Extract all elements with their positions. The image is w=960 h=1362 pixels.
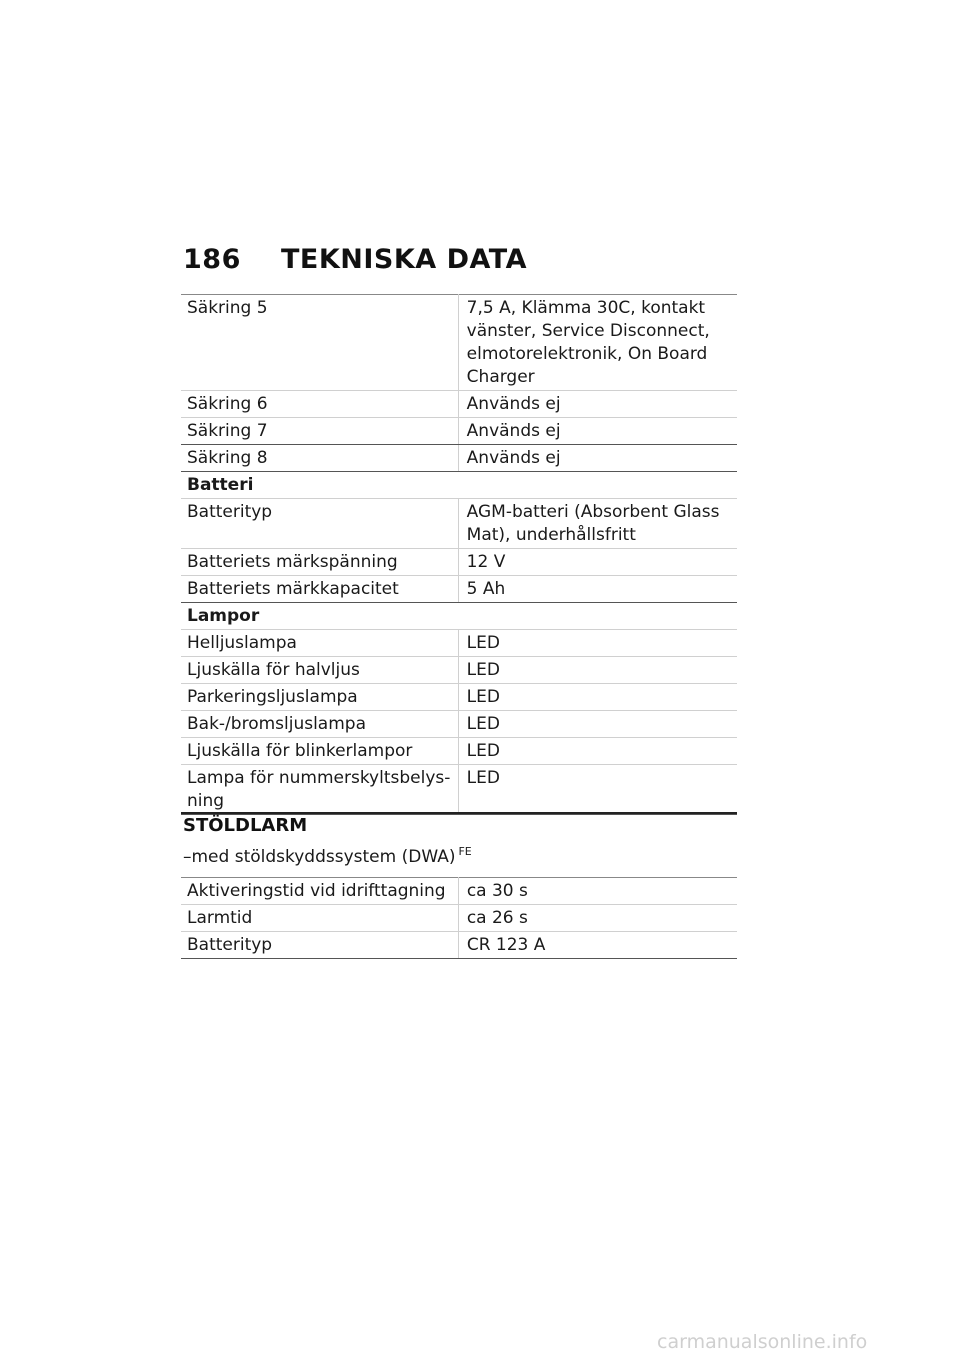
row-label: Ljuskälla för blinkerlampor [181, 738, 458, 765]
row-value: ca 26 s [458, 905, 737, 932]
row-value: Används ej [458, 445, 737, 472]
row-value: LED [458, 657, 737, 684]
row-label: Ljuskälla för halvljus [181, 657, 458, 684]
table-row [181, 418, 737, 445]
table-row [181, 295, 737, 391]
section-heading-row [181, 472, 737, 499]
table-row [181, 391, 737, 418]
row-label: Parkeringsljuslampa [181, 684, 458, 711]
table-row [181, 549, 737, 576]
row-label: Helljuslampa [181, 630, 458, 657]
row-value: LED [458, 738, 737, 765]
row-value: ca 30 s [458, 878, 737, 905]
row-label: Batteriets märkspänning [181, 549, 458, 576]
section-divider [181, 812, 737, 814]
alarm-section-title: STÖLDLARM [183, 815, 308, 836]
row-label: Aktiveringstid vid idrifttagning [181, 878, 458, 905]
table-row [181, 932, 737, 959]
row-value: LED [458, 711, 737, 738]
row-label: Batterityp [181, 932, 458, 959]
row-label: Säkring 8 [181, 445, 458, 472]
battery-heading: Batteri [181, 472, 737, 499]
table-row [181, 905, 737, 932]
table-row [181, 576, 737, 603]
row-label: Larmtid [181, 905, 458, 932]
table-row [181, 684, 737, 711]
table-row [181, 765, 737, 815]
table-row [181, 657, 737, 684]
page-number: 186 [183, 244, 241, 275]
spec-table-main [181, 294, 737, 815]
row-value: Används ej [458, 418, 737, 445]
table-row [181, 878, 737, 905]
row-label: Lampa för nummerskyltsbelys-ning [181, 765, 458, 815]
table-row [181, 445, 737, 472]
row-label: Säkring 6 [181, 391, 458, 418]
row-value: AGM-batteri (Absorbent Glass Mat), underhållsfritt [458, 499, 737, 549]
watermark-text: carmanualsonline.info [657, 1331, 868, 1353]
row-value: 5 Ah [458, 576, 737, 603]
row-value: CR 123 A [458, 932, 737, 959]
alarm-subtitle-text: –med stöldskyddssystem (DWA) [183, 847, 456, 867]
table-row [181, 711, 737, 738]
alarm-section-subtitle [183, 845, 472, 867]
row-value: Används ej [458, 391, 737, 418]
row-value: LED [458, 684, 737, 711]
row-label: Batterityp [181, 499, 458, 549]
row-label: Säkring 7 [181, 418, 458, 445]
row-label: Batteriets märkkapacitet [181, 576, 458, 603]
section-heading-row [181, 603, 737, 630]
row-label: Bak-/bromsljuslampa [181, 711, 458, 738]
row-value: 12 V [458, 549, 737, 576]
page-header [183, 244, 527, 275]
page-title: TEKNISKA DATA [281, 244, 528, 275]
spec-table-alarm [181, 877, 737, 959]
row-label: Säkring 5 [181, 295, 458, 391]
alarm-subtitle-superscript: FE [458, 845, 472, 858]
table-row [181, 630, 737, 657]
lamps-heading: Lampor [181, 603, 737, 630]
table-row [181, 738, 737, 765]
row-value: 7,5 A, Klämma 30C, kontakt vänster, Service Disconnect, elmotorelektronik, On Board Charger [458, 295, 737, 391]
row-value: LED [458, 630, 737, 657]
table-row [181, 499, 737, 549]
row-value: LED [458, 765, 737, 815]
